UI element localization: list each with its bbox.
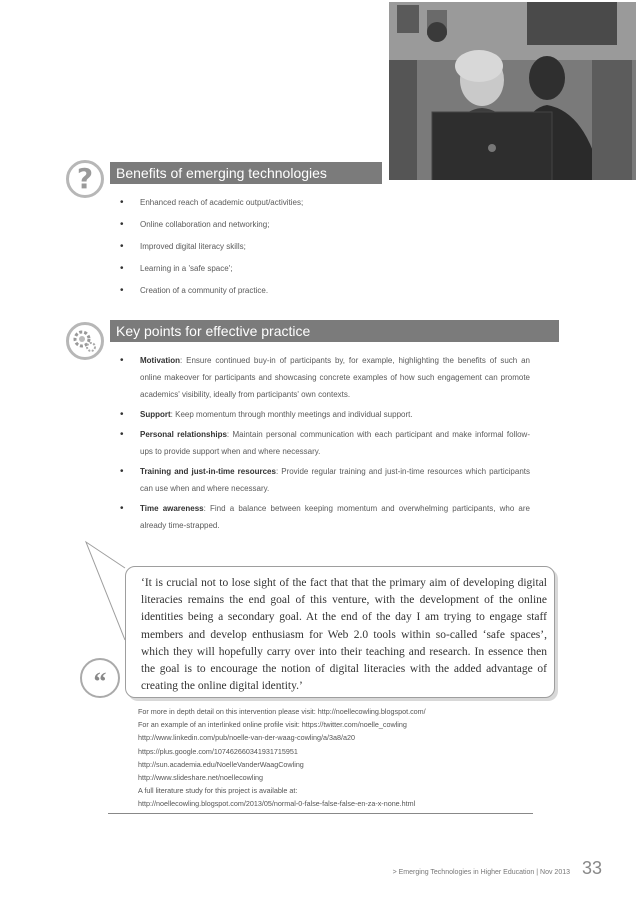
keypoint-text: : Maintain personal communication with each participant and make informal follow-ups to provide support when and where necessary.	[140, 430, 530, 456]
list-item: • Enhanced reach of academic output/activities;	[112, 194, 532, 211]
list-item: • Learning in a 'safe space';	[112, 260, 532, 277]
references-divider	[108, 813, 533, 814]
reference-line: http://www.linkedin.com/pub/noelle-van-der-waag-cowling/a/3a8/a20	[138, 733, 355, 743]
quote-mark-icon: “	[80, 658, 120, 698]
list-item: • Creation of a community of practice.	[112, 282, 532, 299]
footer-text: > Emerging Technologies in Higher Education | Nov 2013	[392, 869, 570, 876]
keypoint-term: Time awareness	[140, 504, 204, 513]
reference-line: http://noellecowling.blogspot.com/2013/05/normal-0-false-false-false-en-za-x-none.html	[138, 799, 416, 809]
gears-icon	[66, 322, 104, 360]
keypoint-term: Training and just-in-time resources	[140, 467, 276, 476]
list-item: • Improved digital literacy skills;	[112, 238, 532, 255]
list-item	[112, 406, 530, 423]
keypoint-text: : Keep momentum through monthly meetings and individual support.	[170, 410, 413, 419]
reference-line: https://plus.google.com/107462660341931715951	[138, 746, 298, 756]
keypoint-text: : Provide regular training and just-in-time resources which participants can use when and where necessary.	[140, 467, 531, 493]
list-item	[112, 500, 530, 534]
question-icon: ?	[66, 160, 104, 198]
photo-frame	[387, 0, 638, 182]
reference-line: For more in depth detail on this intervention please visit: http://noellecowling.blogspot.com/	[138, 707, 426, 716]
keypoint-text: : Find a balance between keeping momentum and overwhelming participants, who are already time-strapped.	[140, 504, 530, 530]
keypoints-heading: Key points for effective practice	[110, 320, 559, 342]
keypoint-term: Motivation	[140, 356, 180, 365]
keypoint-term: Personal relationships	[140, 430, 227, 439]
quote-text: ‘It is crucial not to lose sight of the fact that that the primary aim of developing digital literacies remains the end goal of this venture, with the development of the online identities being a secondary goal. At the end of the day I am trying to engage staff members and develop enthusiasm for Web 2.0 tools within so-called ‘safe spaces’, which they will hopefully carry over into their teaching and research. In essence then the goal is to encourage the notion of digital literacies with the added advantage of creating the online digital identity.’	[141, 577, 547, 693]
list-item	[112, 426, 530, 460]
benefits-heading: Benefits of emerging technologies	[110, 162, 382, 184]
keypoints-list	[112, 352, 530, 537]
reference-line: http://sun.academia.edu/NoelleVanderWaagCowling	[138, 759, 304, 769]
benefits-list	[112, 194, 532, 304]
list-item: • Online collaboration and networking;	[112, 216, 532, 233]
list-item	[112, 463, 530, 497]
reference-line: http://www.slideshare.net/noellecowling	[138, 773, 264, 783]
list-item	[112, 352, 530, 403]
keypoint-text: : Ensure continued buy-in of participants by, for example, highlighting the benefits of such an online makeover for participants and showcasing concrete examples of how such engagement can promote academics' visibility, ideally from participants' own contexts.	[140, 356, 530, 399]
reference-line: A full literature study for this project is available at:	[138, 786, 298, 796]
references	[138, 705, 538, 811]
reference-line: For an example of an interlinked online profile visit: https://twitter.com/noelle_cowling	[138, 720, 407, 730]
header-photo	[387, 0, 638, 182]
page-number: 33	[582, 858, 603, 878]
keypoint-term: Support	[140, 410, 171, 419]
